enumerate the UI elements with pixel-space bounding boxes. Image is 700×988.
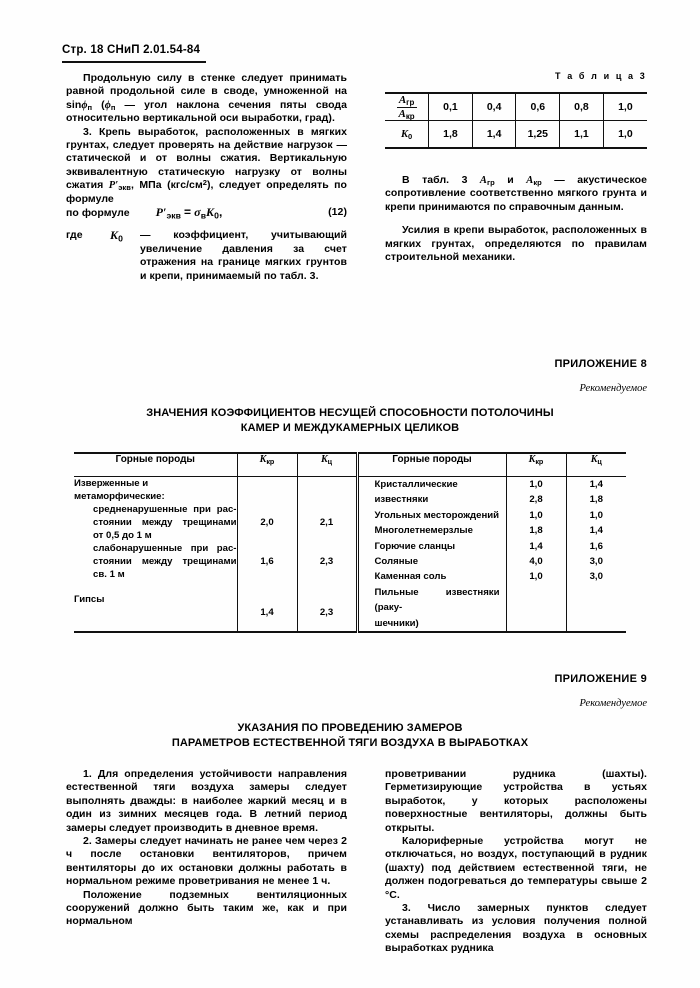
right-column-top	[385, 174, 647, 264]
table3-ratio-label	[385, 93, 429, 121]
appendix8-number: ПРИЛОЖЕНИЕ 8	[554, 358, 647, 370]
list-item: Пильные известняки (раку-	[374, 586, 500, 614]
list-item: Каменная соль	[374, 571, 447, 583]
appendix8-table	[74, 452, 626, 633]
value-stack	[567, 477, 627, 585]
ratio-denominator: $A_{кр}$	[398, 107, 415, 121]
header-kc-right: $K_ц$	[566, 453, 626, 477]
table3-cell: 1,4	[472, 121, 516, 149]
header-kc-left: $K_ц$	[297, 453, 357, 477]
table3-cell: 0,1	[429, 93, 473, 121]
formula-expression: $P'_{экв} = \sigma_вK_0$,	[155, 205, 223, 221]
value: 1,4	[589, 525, 603, 537]
list-item: Соляные	[374, 556, 419, 568]
paragraph-ventilation-position: Положение подземных вентиляционных сооружений должно быть таким же, как и при нормальном	[66, 888, 347, 928]
table3-cell: 1,0	[603, 121, 647, 149]
list-item: от 0,5 до 1 м	[93, 530, 152, 541]
right-rock-names-cell	[357, 477, 506, 633]
list-item: стоянии между трещинами	[93, 556, 237, 567]
appendix9-number: ПРИЛОЖЕНИЕ 9	[554, 673, 647, 685]
list-item: Кристаллические известняки	[374, 479, 458, 506]
running-head-rule	[62, 61, 206, 63]
header-kkr-right: $K_{кр}$	[506, 453, 566, 477]
formula-lead: по формуле	[66, 207, 130, 220]
where-block	[66, 229, 347, 283]
header-kkr-left: $K_{кр}$	[237, 453, 297, 477]
paragraph-measurement-item-2: 2. Замеры следует начинать не ранее чем через 2 ч после остановки вентиляторов, причем вентиляторы до их остановки должны работать в нормальном режиме проветривания не менее 1 ч.	[66, 835, 347, 888]
left-kc-cell	[297, 477, 357, 633]
value: 4,0	[529, 556, 543, 568]
value: 1,4	[260, 607, 274, 618]
value: 3,0	[589, 556, 603, 568]
table-row	[385, 93, 647, 121]
value: 1,6	[589, 540, 603, 552]
a-gr-symbol: $A_{гр}$	[479, 175, 495, 188]
table3-cell: 1,25	[516, 121, 560, 149]
superscript-two: 2	[202, 178, 208, 188]
appendix8-table-wrapper	[74, 452, 626, 633]
table3-cell: 0,6	[516, 93, 560, 121]
table3-wrapper	[385, 92, 647, 149]
a-kr-symbol: $A_{кр}$	[526, 175, 542, 188]
list-item: Горючие сланцы	[374, 540, 456, 552]
appendix9-recommended: Рекомендуемое	[579, 698, 647, 709]
appendix8-title-line1: ЗНАЧЕНИЯ КОЭФФИЦИЕНТОВ НЕСУЩЕЙ СПОСОБНОСТИ ПОТОЛОЧИНЫ	[146, 407, 554, 419]
table3-caption: Т а б л и ц а 3	[555, 71, 647, 81]
list-item: Многолетнемерзлые	[374, 525, 473, 537]
right-rock-list	[375, 477, 506, 631]
table-row	[385, 121, 647, 149]
paragraph-soft-ground-support: 3. Крепь выработок, расположенных в мягких грунтах, следует проверять на действие нагрузок — статической и от волны сжатия. Вертикальную эквивалентную статическую нагрузку от волны сжатия $P'_{экв}$, МПа $(кгс/см^2)$, следует определять по формуле	[66, 125, 348, 205]
appendix8-title	[0, 406, 700, 436]
list-item: Угольных месторождений	[374, 509, 500, 521]
formula-12	[66, 206, 347, 220]
list-item: Гипсы	[74, 594, 105, 605]
paragraph-support-forces: Усилия в крепи выработок, расположенных в мягких грунтах, определяются по правилам строительной механики.	[385, 224, 647, 264]
k0-symbol: $K_0$	[110, 228, 123, 244]
paragraph-acoustic-resistance: В табл. 3 $A_{гр}$ и $A_{кр}$ — акустическое сопротивление соответственно мягкого грунта и крепи принимаются по справочным данным.	[385, 174, 647, 213]
value: 2,8	[529, 494, 543, 506]
left-kkr-cell	[237, 477, 297, 633]
paragraph-heater-devices: Калориферные устройства могут не отключаться, но воздух, поступающий в рудник (шахту) под действием естественной тяги, не должен подогреваться до температуры свыше 2 °С.	[385, 835, 647, 901]
table3-cell: 1,8	[429, 121, 473, 149]
paragraph-sealing-devices: проветривании рудника (шахты). Герметизирующие устройства в устьях выработок, у которых расположены поверхностные вентиляторы, должны быть открыты.	[385, 768, 647, 834]
value: 1,8	[529, 525, 543, 537]
header-rocks-right: Горные породы	[357, 453, 506, 477]
paragraph-longitudinal-force	[66, 72, 347, 126]
table-header-row	[74, 453, 626, 477]
ratio-numerator: $A_{гр}$	[397, 94, 417, 107]
appendix9-title	[0, 721, 700, 751]
left-rock-names-cell	[74, 477, 237, 633]
value-stack	[507, 477, 566, 585]
appendix8-recommended: Рекомендуемое	[579, 383, 647, 394]
value: 2,0	[260, 517, 274, 528]
list-item: стоянии между трещинами	[93, 517, 237, 528]
table3	[385, 92, 647, 149]
left-column-top	[66, 72, 347, 283]
running-head: Стр. 18 СНиП 2.01.54-84	[62, 44, 201, 56]
k0-symbol: $K_0$	[400, 129, 413, 142]
value: 2,1	[319, 517, 334, 528]
value: 2,3	[319, 556, 334, 567]
value: 1,4	[529, 540, 543, 552]
value: 1,0	[589, 509, 603, 521]
appendix8-title-line2: КАМЕР И МЕЖДУКАМЕРНЫХ ЦЕЛИКОВ	[240, 422, 460, 434]
appendix9-title-line2: ПАРАМЕТРОВ ЕСТЕСТВЕННОЙ ТЯГИ ВОЗДУХА В ВЫРАБОТКАХ	[171, 737, 529, 749]
table-body-row	[74, 477, 626, 633]
appendix9-title-line1: УКАЗАНИЯ ПО ПРОВЕДЕНИЮ ЗАМЕРОВ	[237, 722, 463, 734]
left-column-bottom	[66, 768, 347, 929]
list-item: св. 1 м	[93, 569, 125, 580]
table3-k0-label	[385, 121, 429, 149]
value: 1,4	[589, 479, 603, 490]
paragraph-text: Продольную силу в стенке следует принимать равной продольной силе в своде, умноженной на	[66, 72, 347, 98]
paragraph-measurement-item-3: 3. Число замерных пунктов следует устанавливать из условия получения полной схемы распределения воздуха в основных выработках рудника	[385, 902, 647, 955]
paragraph-text: В табл. 3	[402, 174, 480, 186]
sin-phi-expression: sinϕ$_п$	[66, 98, 93, 112]
table3-cell: 0,8	[560, 93, 604, 121]
right-kc-cell	[566, 477, 626, 633]
value: 1,0	[529, 571, 543, 583]
paragraph-measurement-item-1: 1. Для определения устойчивости направления естественной тяги воздуха замеры следует выполнять дважды: в наиболее жаркий месяц и в один из зимних месяцев года. В летний период замеры следует производить в дневное время.	[66, 768, 347, 834]
p-ekv-symbol: $P'_{экв}$	[108, 180, 131, 193]
table3-cell: 0,4	[472, 93, 516, 121]
right-kkr-cell	[506, 477, 566, 633]
table3-cell: 1,0	[603, 93, 647, 121]
left-rock-list	[74, 477, 237, 606]
value: 1,6	[260, 556, 274, 567]
list-item: средненарушенные при рас-	[93, 504, 237, 515]
formula-number: (12)	[328, 206, 347, 219]
value: 2,3	[319, 607, 334, 618]
right-column-bottom	[385, 768, 647, 956]
paragraph-text: 3. Крепь выработок, расположенных в мягких грунтах, следует проверять на действие нагрузок — статической и от волны сжатия. Вертикальную эквивалентную статическую нагрузку от волны сжатия	[66, 125, 347, 192]
phi-note: ($\phi_п$ — угол наклона сечения пяты свода относительно вертикальной оси выработки, град).	[66, 98, 348, 125]
value: 3,0	[589, 571, 603, 583]
header-rocks-left: Горные породы	[74, 453, 237, 477]
value: 1,8	[589, 494, 603, 506]
where-definition: — коэффициент, учитывающий увеличение давления за счет отражения на границе мягких грунтов и крепи, принимаемый по табл. 3.	[140, 229, 347, 282]
list-item: шечники)	[374, 617, 419, 629]
list-item: слабонарушенные при рас-	[93, 543, 237, 554]
value: 1,0	[529, 479, 543, 490]
value: 1,0	[529, 509, 543, 521]
table3-cell: 1,1	[560, 121, 604, 149]
list-item: Изверженные и метаморфические:	[74, 478, 165, 502]
ratio-fraction	[397, 94, 417, 120]
where-label: где	[66, 229, 83, 242]
